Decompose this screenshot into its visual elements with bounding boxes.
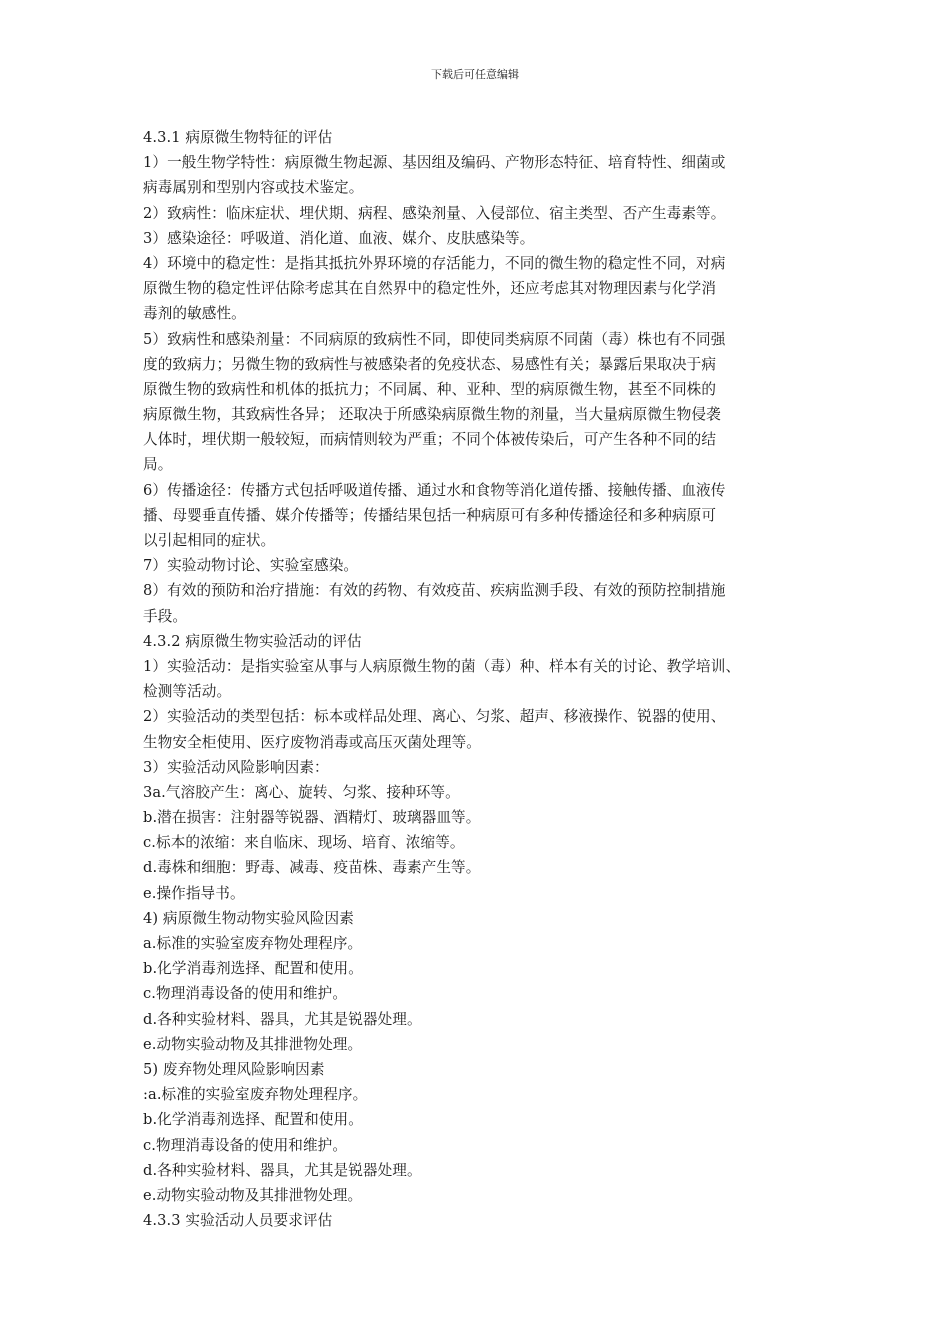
list-item: e.动物实验动物及其排泄物处理。 xyxy=(143,1035,363,1053)
text-line: 4) 病原微生物动物实验风险因素 xyxy=(143,909,354,927)
list-item: d.各种实验材料、器具，尤其是锐器处理。 xyxy=(143,1161,422,1179)
text-line: 原微生物的致病性和机体的抵抗力；不同属、种、亚种、型的病原微生物，甚至不同株的 xyxy=(143,380,717,398)
list-item: c.标本的浓缩：来自临床、现场、培育、浓缩等。 xyxy=(143,834,465,852)
heading-4-3-1: 4.3.1 病原微生物特征的评估 xyxy=(143,129,333,146)
text-line: 手段。 xyxy=(143,607,188,625)
text-line: 度的致病力；另微生物的致病性与被感染者的免疫状态、易感性有关；暴露后果取决于病 xyxy=(143,355,717,373)
text-line: 3）实验活动风险影响因素： xyxy=(143,758,329,776)
text-line: 病毒属别和型别内容或技术鉴定。 xyxy=(143,179,364,197)
text-line: 4）环境中的稳定性：是指其抵抗外界环境的存活能力，不同的微生物的稳定性不同，对病 xyxy=(143,254,726,272)
text-line: 2）致病性：临床症状、埋伏期、病程、感染剂量、入侵部位、宿主类型、否产生毒素等。 xyxy=(143,204,726,222)
text-line: 局。 xyxy=(143,456,173,474)
page-header: 下载后可任意编辑 xyxy=(431,68,519,81)
text-line: 6）传播途径：传播方式包括呼吸道传播、通过水和食物等消化道传播、接触传播、血液传 xyxy=(143,481,726,499)
list-item: :a.标准的实验室废弃物处理程序。 xyxy=(143,1086,368,1104)
text-line: 5) 废弃物处理风险影响因素 xyxy=(143,1060,325,1078)
text-line: 1）实验活动：是指实验室从事与人病原微生物的菌（毒）种、样本有关的讨论、教学培训、 xyxy=(143,657,741,675)
document-body xyxy=(143,125,818,1233)
list-item: a.标准的实验室废弃物处理程序。 xyxy=(143,935,363,952)
text-line: 生物安全柜使用、医疗废物消毒或高压灭菌处理等。 xyxy=(143,733,481,751)
text-line: 原微生物的稳定性评估除考虑其在自然界中的稳定性外，还应考虑其对物理因素与化学消 xyxy=(143,280,717,298)
list-item: c.物理消毒设备的使用和维护。 xyxy=(143,1136,348,1154)
text-line: 播、母婴垂直传播、媒介传播等；传播结果包括一种病原可有多种传播途径和多种病原可 xyxy=(143,506,717,524)
text-line: 检测等活动。 xyxy=(143,683,232,701)
text-line: 1）一般生物学特性：病原微生物起源、基因组及编码、产物形态特征、培育特性、细菌或 xyxy=(143,154,726,172)
text-line: 2）实验活动的类型包括：标本或样品处理、离心、匀浆、超声、移液操作、锐器的使用、 xyxy=(143,708,726,726)
text-line: 人体时，埋伏期一般较短，而病情则较为严重；不同个体被传染后，可产生各种不同的结 xyxy=(143,431,717,449)
text-line: 3）感染途径：呼吸道、消化道、血液、媒介、皮肤感染等。 xyxy=(143,229,535,247)
list-item: b.化学消毒剂选择、配置和使用。 xyxy=(143,960,363,978)
list-item: b.化学消毒剂选择、配置和使用。 xyxy=(143,1111,363,1129)
text-line: 5）致病性和感染剂量：不同病原的致病性不同，即使同类病原不同菌（毒）株也有不同强 xyxy=(143,330,726,348)
list-item: e.动物实验动物及其排泄物处理。 xyxy=(143,1186,363,1204)
heading-4-3-3: 4.3.3 实验活动人员要求评估 xyxy=(143,1212,333,1230)
text-line: 8）有效的预防和治疗措施：有效的药物、有效疫苗、疾病监测手段、有效的预防控制措施 xyxy=(143,582,726,600)
heading-4-3-2: 4.3.2 病原微生物实验活动的评估 xyxy=(143,632,362,650)
list-item: 3a.气溶胶产生：离心、旋转、匀浆、接种环等。 xyxy=(143,783,460,801)
list-item: d.各种实验材料、器具，尤其是锐器处理。 xyxy=(143,1010,422,1028)
list-item: e.操作指导书。 xyxy=(143,884,245,902)
list-item: c.物理消毒设备的使用和维护。 xyxy=(143,985,348,1003)
text-line: 毒剂的敏感性。 xyxy=(143,305,246,323)
list-item: b.潜在损害：注射器等锐器、酒精灯、玻璃器皿等。 xyxy=(143,809,481,827)
text-line: 7）实验动物讨论、实验室感染。 xyxy=(143,557,359,575)
text-line: 以引起相同的症状。 xyxy=(143,532,276,549)
list-item: d.毒株和细胞：野毒、减毒、疫苗株、毒素产生等。 xyxy=(143,859,481,877)
text-line: 病原微生物，其致病性各异； 还取决于所感染病原微生物的剂量，当大量病原微生物侵袭 xyxy=(143,406,721,424)
